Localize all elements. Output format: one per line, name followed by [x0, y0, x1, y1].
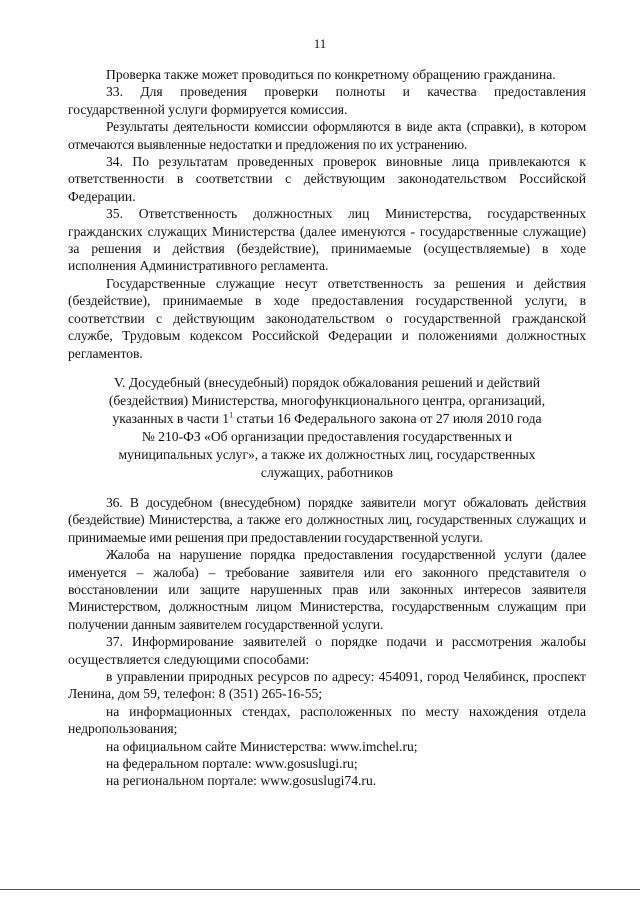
paragraph-regional-portal: на региональном портале: www.gosuslugi74.ru.: [106, 773, 377, 789]
paragraph-office-address: в управлении природных ресурсов по адресу: 454091, город Челябинск, проспект Ленина, дом 59, телефон: 8 (351) 265-16-55;: [68, 668, 586, 702]
heading-line-6: служащих, работников: [260, 464, 394, 480]
heading-line-4: № 210-ФЗ «Об организации предоставления государственных и: [141, 428, 513, 444]
paragraph-36-appeal: 36. В досудебном (внесудебном) порядке заявители могут обжаловать действия (бездействие) Министерства, а также его должностных лиц, государственных служащих и принимаемые ими решения при предоставлении государственной услуги.: [68, 494, 586, 545]
heading-line-3-start: указанных в части 1: [112, 410, 230, 426]
paragraph-33-commission: 33. Для проведения проверки полноты и качества предоставления государственной услуги формируется комиссия.: [68, 84, 586, 117]
heading-line-1: V. Досудебный (внесудебный) порядок обжалования решений и действий: [113, 374, 541, 390]
heading-line-5: муниципальных услуг», а также их должностных лиц, государственных: [118, 446, 536, 462]
page-number: 11: [313, 36, 327, 51]
paragraph-civil-servants-responsibility: Государственные служащие несут ответственность за решения и действия (бездействие), принимаемые в ходе предоставления государственной услуги, в соответствии с действующим законодательством о государственной гражданской службе, Трудовым кодексом Российской Федерации и положениями должностных регламентов.: [68, 275, 586, 361]
paragraph-commission-results: Результаты деятельности комиссии оформляются в виде акта (справки), в котором отмечаются выявленные недостатки и предложения по их устранению.: [68, 119, 586, 152]
paragraph-37-informing: 37. Информирование заявителей о порядке подачи и рассмотрения жалобы осуществляется следующими способами:: [68, 634, 586, 667]
section-heading-v: [74, 374, 580, 482]
bottom-scan-edge-line: [0, 889, 640, 890]
paragraph-verification-by-request: Проверка также может проводиться по конкретному обращению гражданина.: [106, 67, 556, 82]
paragraph-34-liability: 34. По результатам проведенных проверок виновные лица привлекаются к ответственности в соответствии с действующим законодательством Российской Федерации.: [68, 154, 586, 204]
paragraph-federal-portal: на федеральном портале: www.gosuslugi.ru;: [106, 756, 358, 771]
heading-line-3: [74, 410, 580, 428]
heading-line-3-end: статьи 16 Федерального закона от 27 июля 2010 года: [233, 410, 542, 426]
paragraph-complaint-definition: Жалоба на нарушение порядка предоставления государственной услуги (далее именуется – жалоба) – требование заявителя или его законного представителя о восстановлении или защите нарушенных прав или законных интересов заявителя Министерством, должностным лицом Министерства, государственным служащим при получении данным заявителем государственной услуги.: [68, 547, 586, 632]
paragraph-official-site: на официальном сайте Министерства: www.imchel.ru;: [106, 738, 418, 754]
paragraph-35-responsibility: 35. Ответственность должностных лиц Министерства, государственных гражданских служащих Министерства (далее именуются - государственные служащие) за решения и действия (бездействие), принимаемые (осуществляемые) в ходе исполнения Административного регламента.: [68, 206, 586, 274]
heading-superscript: 1: [229, 410, 234, 420]
heading-line-2: (бездействия) Министерства, многофункционального центра, организаций,: [108, 392, 546, 408]
paragraph-info-stands: на информационных стендах, расположенных по месту нахождения отдела недропользования;: [68, 703, 586, 737]
document-body: [68, 66, 586, 790]
